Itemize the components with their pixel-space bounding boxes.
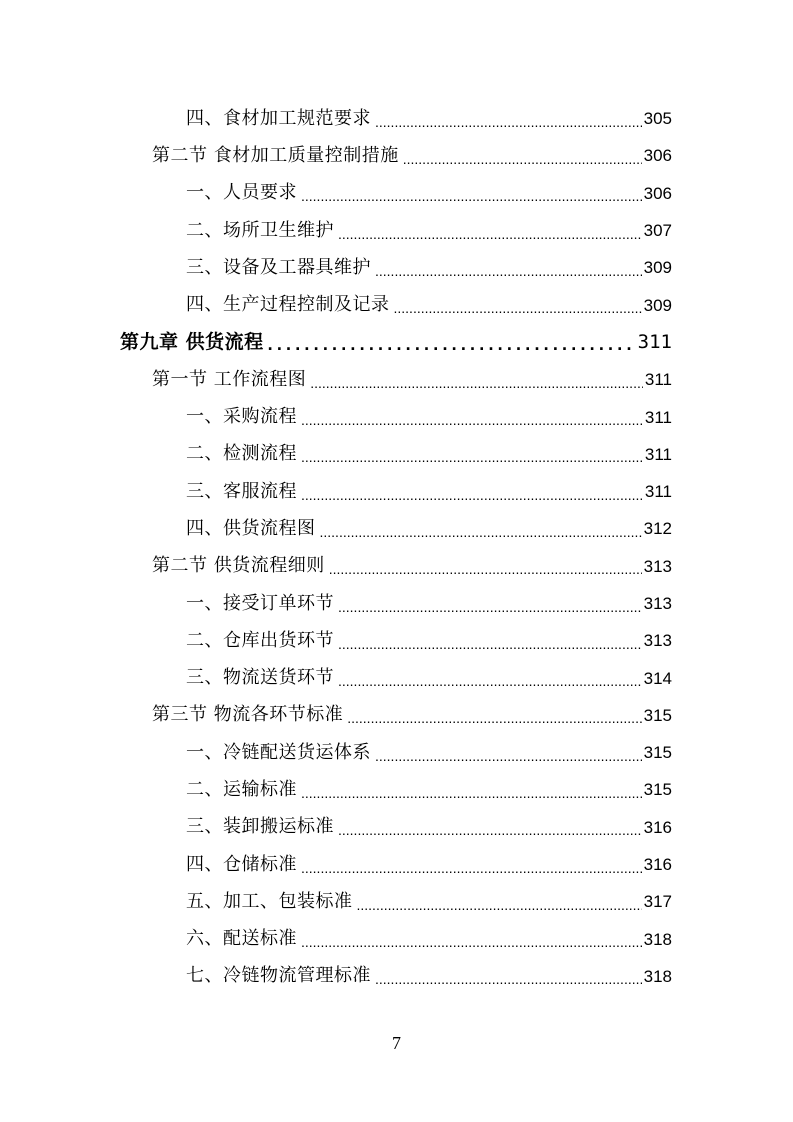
toc-entry-title: 二、场所卫生维护 (186, 219, 334, 241)
toc-entry-page: 311 (644, 370, 672, 390)
toc-entry-title: 一、采购流程 (186, 406, 297, 428)
toc-entry[interactable] (0, 137, 793, 174)
toc-entry-page: 318 (643, 929, 672, 949)
toc-dot-leader (338, 227, 642, 241)
toc-entry-title: 二、运输标准 (186, 778, 297, 800)
toc-dot-leader (329, 562, 642, 576)
toc-dot-leader (301, 786, 642, 800)
toc-entry-title: 五、加工、包装标准 (186, 890, 353, 912)
toc-entry-page: 311 (644, 407, 672, 427)
toc-entry-page: 315 (643, 705, 672, 725)
toc-entry-title: 一、接受订单环节 (186, 592, 334, 614)
toc-entry-title: 四、供货流程图 (186, 517, 316, 539)
toc-entry-page: 314 (643, 668, 672, 688)
toc-dot-leader (403, 152, 642, 166)
toc-dot-leader (301, 413, 643, 427)
toc-entry-page: 316 (643, 855, 672, 875)
toc-entry[interactable] (0, 212, 793, 249)
toc-entry[interactable] (0, 249, 793, 286)
toc-entry-page: 307 (643, 221, 672, 241)
toc-entry-title: 二、仓库出货环节 (186, 629, 334, 651)
toc-entry-title: 六、配送标准 (186, 928, 297, 950)
toc-entry-title: 四、仓储标准 (186, 853, 297, 875)
toc-entry[interactable] (0, 883, 793, 920)
toc-dot-leader (338, 823, 642, 837)
toc-entry-title: 第三节 物流各环节标准 (152, 704, 344, 726)
toc-entry-title: 三、装卸搬运标准 (186, 816, 334, 838)
toc-entry[interactable] (0, 771, 793, 808)
toc-entry-title: 三、物流送货环节 (186, 667, 334, 689)
toc-dot-leader (375, 749, 642, 763)
toc-dot-leader (357, 898, 642, 912)
toc-entry[interactable] (0, 734, 793, 771)
toc-entry[interactable] (0, 361, 793, 398)
toc-chapter-entry[interactable] (0, 324, 793, 361)
toc-entry-title: 二、检测流程 (186, 443, 297, 465)
toc-entry-page: 318 (643, 966, 672, 986)
toc-entry-page: 315 (643, 780, 672, 800)
toc-entry-page: 311 (644, 444, 672, 464)
toc-entry-page: 311 (644, 482, 672, 502)
toc-entry[interactable] (0, 622, 793, 659)
page-number: 7 (392, 1033, 401, 1053)
toc-dot-leader (310, 376, 643, 390)
toc-dot-leader (338, 674, 642, 688)
toc-dot-leader (301, 488, 643, 502)
toc-entry[interactable] (0, 100, 793, 137)
toc-entry-title: 第二节 食材加工质量控制措施 (152, 144, 399, 166)
toc-dot-leader (375, 264, 642, 278)
toc-entry-title: 第二节 供货流程细则 (152, 555, 325, 577)
toc-entry-title: 三、客服流程 (186, 480, 297, 502)
toc-entry-title: 一、人员要求 (186, 182, 297, 204)
toc-entry-title: 三、设备及工器具维护 (186, 256, 371, 278)
toc-dot-leader (320, 525, 642, 539)
toc-entry-page: 309 (643, 258, 672, 278)
toc-entry-page: 309 (643, 295, 672, 315)
toc-entry-page: 305 (643, 109, 672, 129)
toc-dot-leader (338, 637, 642, 651)
toc-entry-title: 四、生产过程控制及记录 (186, 294, 390, 316)
toc-entry-page: 313 (643, 594, 672, 613)
toc-entry-page: 313 (643, 556, 672, 576)
toc-dot-leader (301, 935, 642, 949)
toc-entry[interactable] (0, 846, 793, 883)
toc-entry-page: 306 (643, 146, 672, 166)
toc-entry-page: 313 (643, 631, 672, 651)
toc-entry-page: 312 (643, 519, 672, 539)
toc-entry[interactable] (0, 436, 793, 473)
toc-dot-leader (347, 711, 641, 725)
toc-dot-leader (338, 600, 642, 614)
toc-entry-title: 四、食材加工规范要求 (186, 107, 371, 129)
toc-entry[interactable] (0, 697, 793, 734)
toc-entry[interactable] (0, 585, 793, 622)
toc-entry[interactable] (0, 473, 793, 510)
toc-entry-page: 315 (643, 743, 672, 763)
toc-entry[interactable] (0, 175, 793, 212)
table-of-contents (0, 100, 793, 995)
toc-dot-leader (375, 972, 642, 986)
toc-entry[interactable] (0, 286, 793, 323)
toc-entry-page: 311 (637, 330, 672, 353)
toc-entry-page: 316 (643, 817, 672, 837)
toc-entry[interactable] (0, 809, 793, 846)
toc-entry-title: 一、冷链配送货运体系 (186, 741, 371, 763)
toc-dot-leader (375, 115, 642, 129)
toc-entry-title: 第九章 供货流程 (120, 330, 264, 353)
toc-entry[interactable] (0, 958, 793, 995)
toc-entry-title: 第一节 工作流程图 (152, 368, 307, 390)
toc-entry[interactable] (0, 659, 793, 696)
toc-entry[interactable] (0, 548, 793, 585)
toc-dot-leader (268, 335, 636, 353)
toc-entry-page: 306 (643, 183, 672, 203)
toc-entry-page: 317 (643, 892, 672, 912)
toc-dot-leader (301, 861, 642, 875)
toc-entry-title: 七、冷链物流管理标准 (186, 965, 371, 987)
toc-entry[interactable] (0, 921, 793, 958)
toc-entry[interactable] (0, 510, 793, 547)
toc-dot-leader (301, 189, 642, 203)
toc-dot-leader (394, 301, 642, 315)
toc-entry[interactable] (0, 398, 793, 435)
toc-dot-leader (301, 450, 643, 464)
